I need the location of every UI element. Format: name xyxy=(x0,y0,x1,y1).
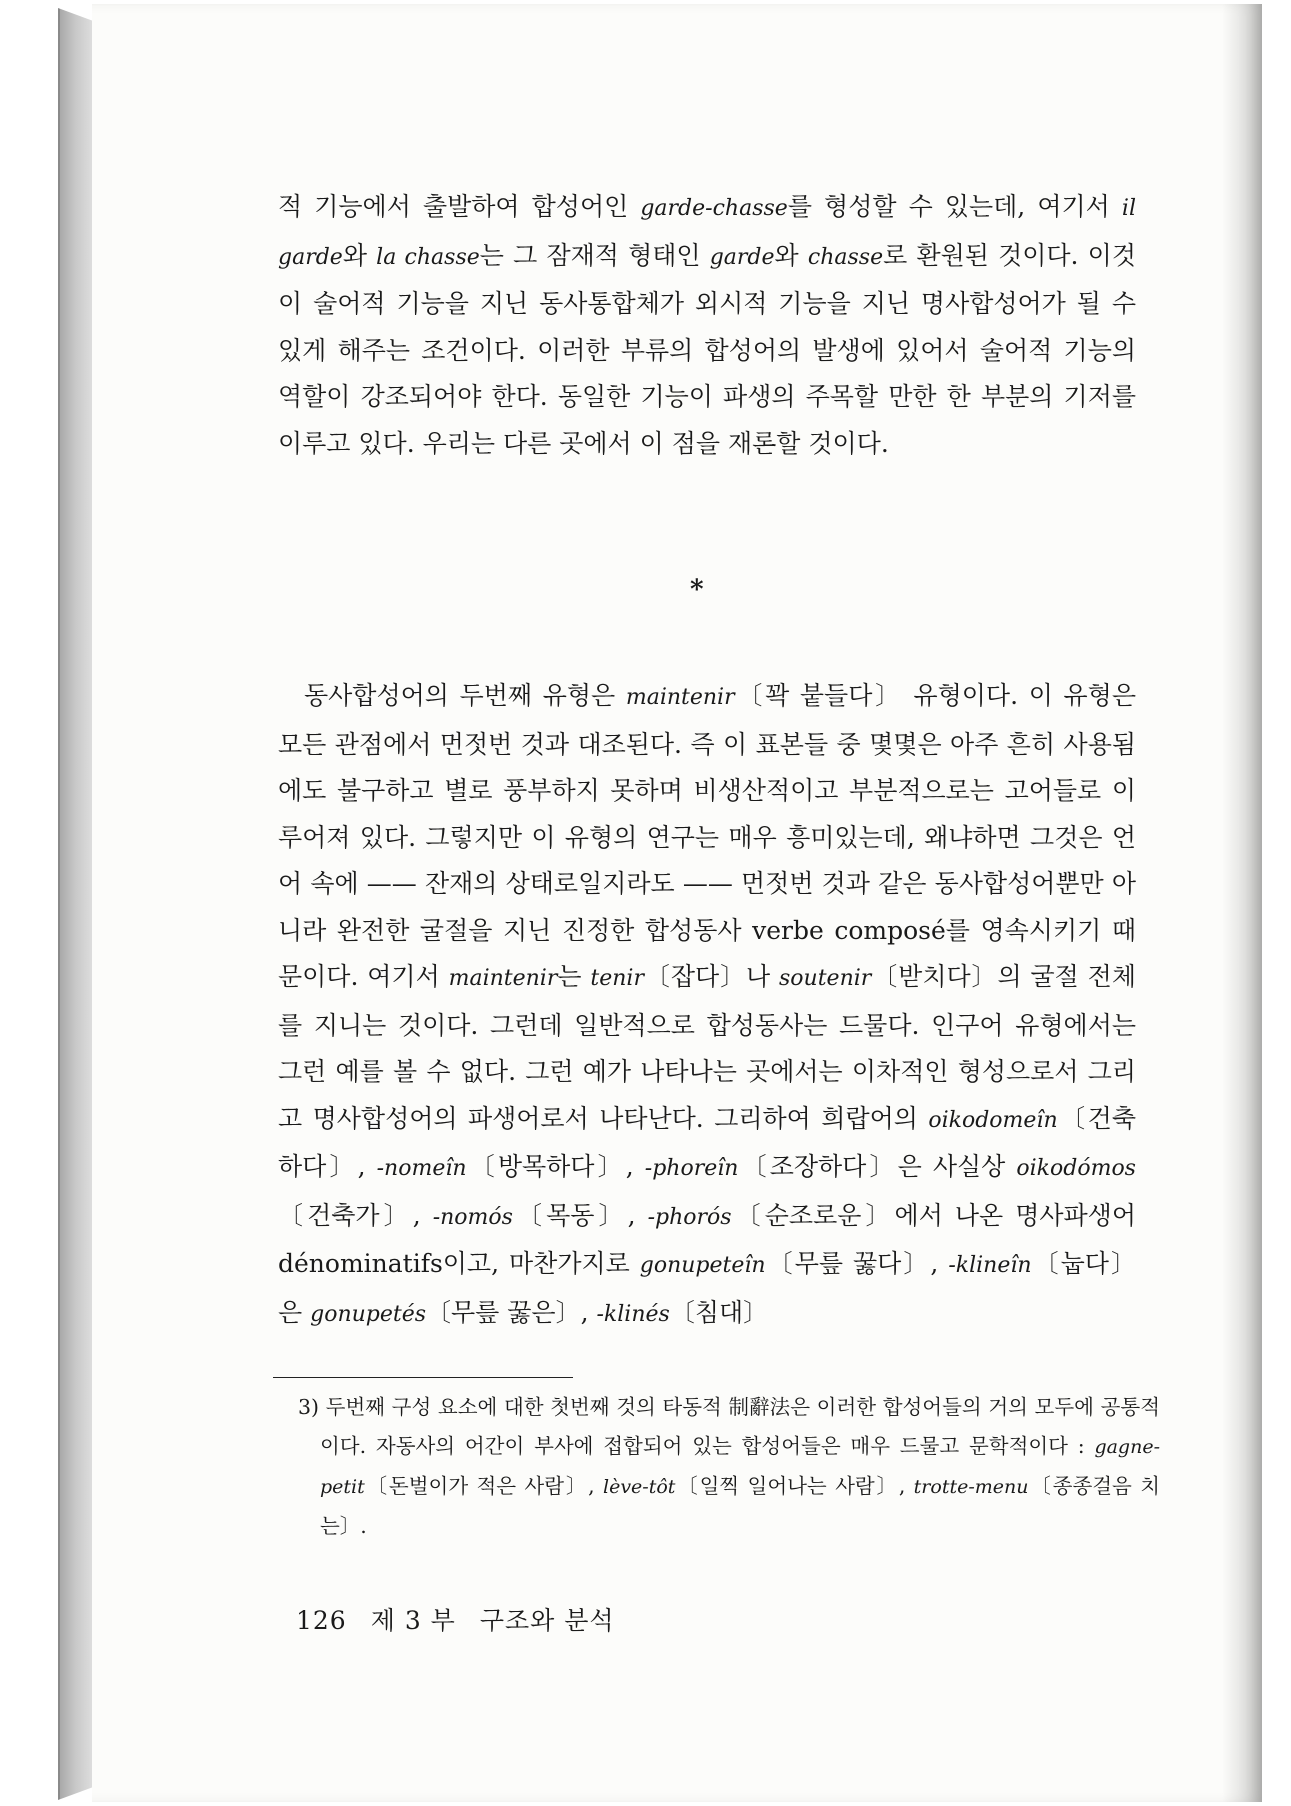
running-title: 구조와 분석 xyxy=(479,1606,615,1635)
text-run: 와 xyxy=(774,240,808,270)
foreign-term: maintenir xyxy=(448,966,558,991)
text-run: 는 xyxy=(557,962,591,991)
foreign-term: gonupeteîn xyxy=(639,1253,766,1278)
paragraph-1 xyxy=(278,184,1136,467)
text-run: 〔꽉 붙들다〕 유형이다. 이 유형은 모든 관점에서 먼젓번 것과 대조된다. 즉 이 표본들 중 몇몇은 아주 흔히 사용됨에도 불구하고 별로 풍부하지 못하며 비생산적이고 부분적으로는 고어들로 이루어져 있다. 그렇지만 이 유형의 연구는 매우 흥미있는데, 왜냐하면 그것은 언어 속에 —— 잔재의 상태로일지라도 —— 먼젓번 것과 같은 동사합성어뿐만 아니라 완전한 굴절을 지닌 진정한 합성동사 verbe composé를 영속시키기 때문이다. 여기서 xyxy=(278,681,1136,991)
running-part: 제 3 부 xyxy=(370,1606,456,1635)
footnote-divider xyxy=(273,1377,573,1378)
foreign-term: -nomós xyxy=(432,1204,513,1230)
foreign-term: gagne-petit xyxy=(320,1436,1160,1498)
section-separator: * xyxy=(690,575,704,605)
foreign-term: la chasse xyxy=(376,244,480,270)
text-run: 〔받치다〕의 굴절 전체를 지니는 것이다. 그런데 일반적으로 합성동사는 드물다. 인구어 유형에서는 그런 예를 볼 수 없다. 그런 예가 나타나는 곳에서는 이차적인 형성으로서 그리고 명사합성어의 파생어로서 나타난다. 그리하여 희랍어의 xyxy=(278,962,1136,1133)
footnote-3 xyxy=(298,1388,1160,1546)
foreign-term: -klineîn xyxy=(948,1253,1032,1278)
text-run: 〔건축하다〕, xyxy=(278,1103,1136,1181)
foreign-term: gonupetés xyxy=(310,1301,427,1327)
text-run: 〔건축가〕, xyxy=(278,1200,433,1230)
text-run: 〔침대〕 xyxy=(669,1297,769,1327)
book-spine-edge xyxy=(58,8,96,1800)
text-run: 〔순조로운〕에서 나온 명사파생어dénominatifs이고, 마찬가지로 xyxy=(278,1200,1136,1278)
foreign-term: il garde xyxy=(278,196,1136,270)
foreign-term: oikodomeîn xyxy=(928,1107,1058,1133)
foreign-term: lève-tôt xyxy=(603,1476,676,1498)
text-run: 적 기능에서 출발하여 합성어인 xyxy=(278,192,641,221)
text-run: 〔목동〕, xyxy=(512,1200,648,1230)
foreign-term: garde-chasse xyxy=(640,196,788,221)
text-run: 〔무릎 꿇은〕, xyxy=(426,1297,597,1327)
text-run: 동사합성어의 두번째 유형은 xyxy=(304,681,626,710)
text-run: 〔종종걸음 치는〕. xyxy=(320,1474,1160,1538)
text-run: 〔눕다〕은 xyxy=(278,1249,1136,1327)
text-run: 〔일찍 일어나는 사람〕, xyxy=(675,1474,914,1498)
text-run: 는 그 잠재적 형태인 xyxy=(479,240,710,270)
foreign-term: soutenir xyxy=(779,966,872,991)
text-run: 〔돈벌이가 적은 사람〕, xyxy=(364,1474,603,1498)
foreign-term: -phoreîn xyxy=(644,1156,739,1181)
text-run: 〔방목하다〕, xyxy=(466,1152,645,1181)
foreign-term: -nomeîn xyxy=(376,1156,467,1181)
foreign-term: chasse xyxy=(807,244,884,270)
paragraph-2 xyxy=(278,673,1136,1338)
text-run: 3) 두번째 구성 요소에 대한 첫번째 것의 타동적 制辭法은 이러한 합성어들의 거의 모두에 공통적이다. 자동사의 어간이 부사에 접합되어 있는 합성어들은 매우 드물고 문학적이다 : xyxy=(298,1395,1160,1458)
foreign-term: trotte-menu xyxy=(913,1476,1029,1498)
foreign-term: -klinés xyxy=(596,1301,670,1327)
text-run: 〔잡다〕나 xyxy=(643,962,780,991)
text-run: 〔조장하다〕은 사실상 xyxy=(738,1152,1017,1181)
foreign-term: maintenir xyxy=(625,685,735,710)
foreign-term: garde xyxy=(709,244,775,270)
foreign-term: tenir xyxy=(590,966,644,991)
page-footer xyxy=(296,1601,639,1637)
foreign-term: oikodómos xyxy=(1016,1156,1136,1181)
text-run: 와 xyxy=(342,240,377,270)
text-run: 를 형성할 수 있는데, 여기서 xyxy=(787,192,1122,221)
text-run: 로 환원된 것이다. 이것이 술어적 기능을 지닌 동사통합체가 외시적 기능을 지닌 명사합성어가 될 수 있게 해주는 조건이다. 이러한 부류의 합성어의 발생에 있어서 술어적 기능의 역할이 강조되어야 한다. 동일한 기능이 파생의 주목할 만한 한 부분의 기저를 이루고 있다. 우리는 다른 곳에서 이 점을 재론할 것이다. xyxy=(278,240,1136,458)
page-shadow xyxy=(1222,4,1262,1802)
text-run: 〔무릎 꿇다〕, xyxy=(765,1249,949,1278)
page-number: 126 xyxy=(296,1606,347,1635)
foreign-term: -phorós xyxy=(647,1204,732,1230)
